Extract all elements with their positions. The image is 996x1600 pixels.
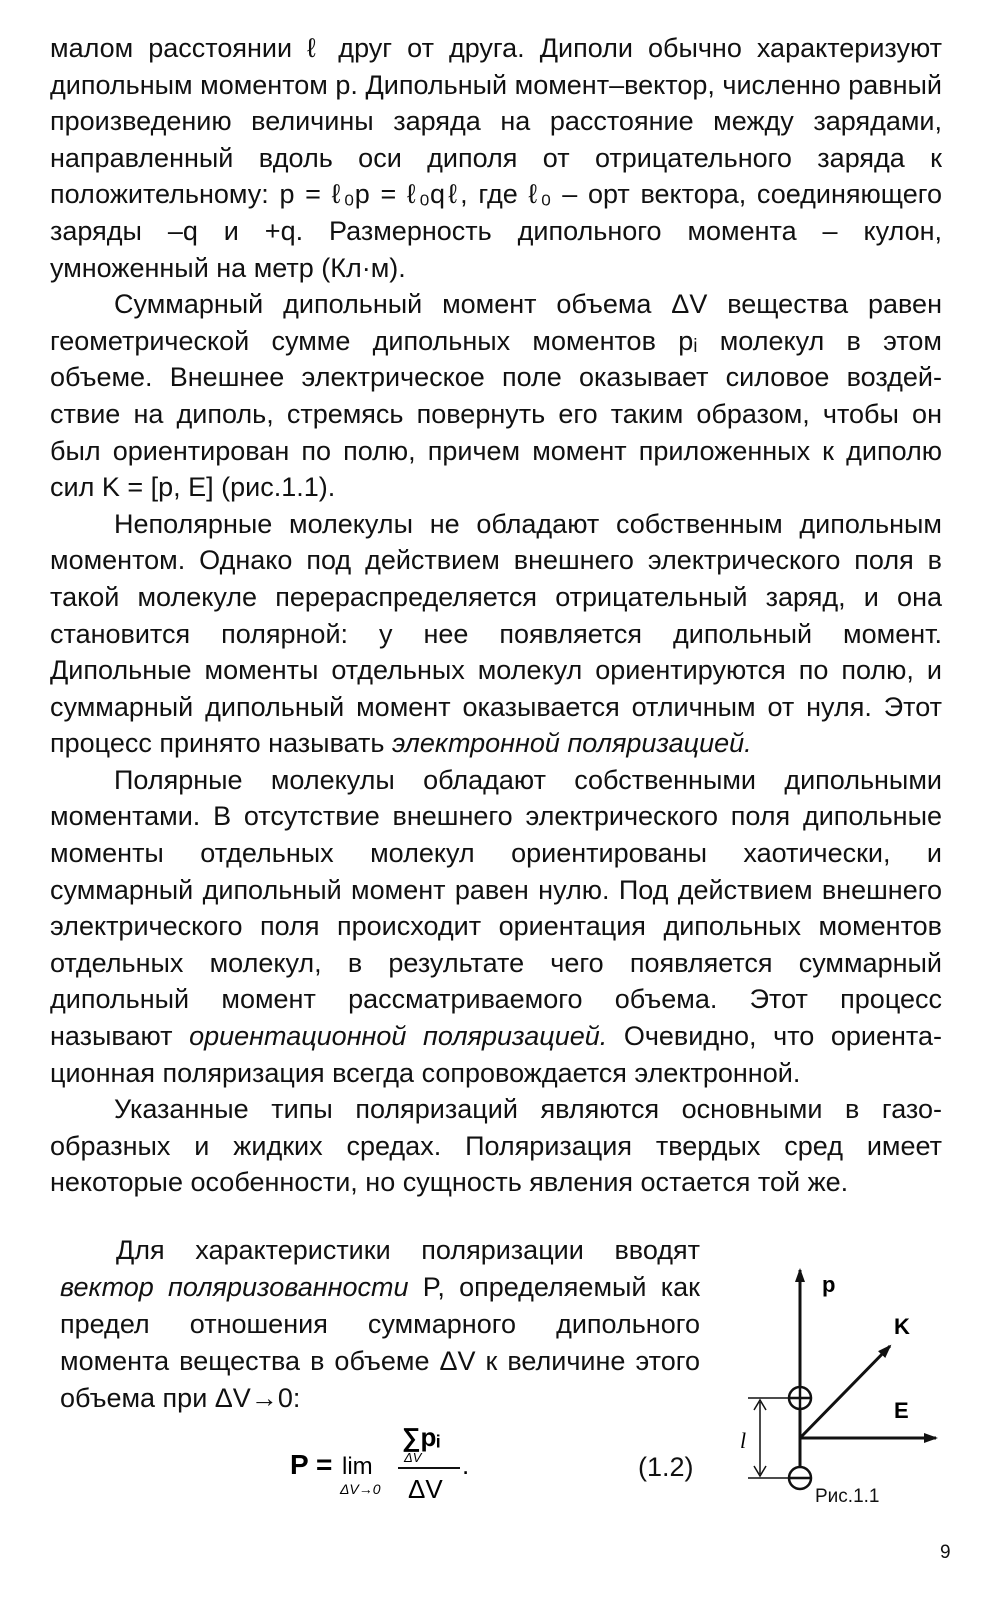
distance-label: l xyxy=(740,1428,747,1453)
e-field-label: E xyxy=(894,1398,909,1423)
formula-lhs: P = xyxy=(290,1449,333,1480)
formula-numerator-sum: ∑pᵢ xyxy=(402,1422,441,1452)
paragraph-6-text: Для характеристики поляризации вводят xyxy=(116,1235,700,1265)
p-vector-label: p xyxy=(822,1272,836,1297)
electronic-polarization-term: электронной поляризацией. xyxy=(391,728,752,759)
page-number: 9 xyxy=(940,1542,951,1563)
paragraph-5: Указанные типы поляризаций являются основными в газообразных и жидких средах. Поляризация твердых сред имеет некоторые особенности, но сущность явления остается той же. xyxy=(50,1094,942,1198)
paragraph-4 xyxy=(50,762,942,1091)
polarization-vector-term: вектор поляризованности xyxy=(60,1272,409,1302)
k-vector-arrow xyxy=(800,1346,890,1438)
paragraph-3-text: Неполярные молекулы не обладают собственным дипольным моментом. Однако под действием внешнего электрического поля в такой молекуле перераспределяется отрицательный заряд, и она становится полярной: у нее появляется дипольный момент. Дипольные моменты отдельных молекул ориентируются по полю, и суммарный дипольный момент оказывается отличным от нуля. Этот процесс принято называть xyxy=(50,508,942,759)
polarization-vector-paragraph xyxy=(60,1232,700,1417)
orientation-polarization-term: ориентационной поляризацией. xyxy=(189,1021,608,1052)
formula-1-2 xyxy=(290,1418,550,1508)
formula-lim-sub: ΔV→0 xyxy=(340,1481,381,1497)
equation-number: (1.2) xyxy=(638,1452,694,1482)
formula-lim: lim xyxy=(342,1453,373,1480)
paragraph-1: малом расстоянии ℓ друг от друга. Диполи обычно характеризуют дипольным моментом p. Дипольный момент–вектор, численно равный произведению величины заряда на расстояние между зарядами, направленный вдоль оси диполя от отрицательного заряда к положительному: p = ℓ₀p = ℓ₀qℓ, где ℓ₀ – орт вектора, соединяющего заряды –q и +q. Размерность дипольного момента – кулон, умноженный на метр (Кл·м). xyxy=(50,33,942,283)
formula-denominator: ΔV xyxy=(408,1474,443,1504)
figure-caption: Рис.1.1 xyxy=(815,1486,880,1507)
formula-dot: . xyxy=(462,1450,470,1480)
paragraph-4-text: Полярные молекулы обладают собственными дипольными моментами. В отсутствие внешнего электрического поля дипольные моменты отдельных молекул ориентированы хаотически, и суммарный дипольный момент равен нулю. Под действием внешнего электрического поля происходит ориентация дипольных моментов отдельных молекул, в результате чего появляется суммарный дипольный момент рассматриваемого объема. Этот процесс называют xyxy=(50,764,942,1052)
paragraph-4-tail: Очевидно, что ориентационная поляризация всегда сопровождается электронной. xyxy=(50,1021,942,1088)
paragraph-3 xyxy=(50,506,942,762)
k-vector-label: K xyxy=(894,1314,910,1339)
paragraph-6 xyxy=(60,1232,700,1417)
body-text xyxy=(50,30,942,1201)
paragraph-2: Суммарный дипольный момент объема ΔV вещества равен геометрической сумме дипольных моментов pᵢ молекул в этом объеме. Внешнее электрическое поле оказывает силовое воздействие на диполь, стремясь повернуть его таким образом, чтобы он был ориентирован по полю, причем момент приложенных к диполю сил K = [p, E] (рис.1.1). xyxy=(50,289,942,503)
dipole-figure xyxy=(738,1260,958,1520)
formula-numerator-sub: ΔV xyxy=(404,1450,422,1465)
paragraph-6-tail: P, определяемый как предел отношения суммарного дипольного момента вещества в объеме ΔV к величине этого объема при ΔV→0: xyxy=(60,1272,700,1413)
